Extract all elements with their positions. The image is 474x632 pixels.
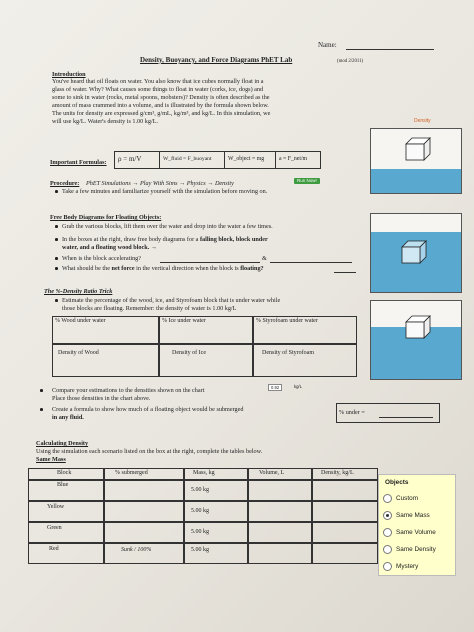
submerged-cell[interactable] bbox=[104, 522, 184, 543]
under-formula-box[interactable]: % under = bbox=[336, 403, 440, 423]
bullet-dot bbox=[55, 225, 58, 228]
fbd-bullet-1: Grab the various blocks, lift them over the water and drop into the water a few times. bbox=[62, 223, 273, 230]
table-row bbox=[28, 543, 378, 564]
fbd-bullet-3: When is the block accelerating? bbox=[62, 255, 142, 262]
ratio-heading: The %-Density Ratio Trick bbox=[44, 288, 113, 295]
procedure-path: PhET Simulations → Play With Sims → Physics → Density bbox=[86, 180, 234, 187]
radio-mystery[interactable]: Mystery bbox=[383, 562, 418, 571]
ratio-table-density-row bbox=[52, 344, 357, 377]
floating-block-icon bbox=[405, 315, 431, 339]
radio-custom[interactable]: Custom bbox=[383, 494, 418, 503]
submerged-cell[interactable] bbox=[104, 480, 184, 501]
bullet-dot bbox=[40, 389, 43, 392]
density-cell[interactable] bbox=[312, 522, 378, 543]
mass-cell: 5.00 kg bbox=[184, 543, 248, 564]
intro-line-3: some to sink in water (rocks, metal spoons, mobsters)? Density is often described as the bbox=[52, 94, 270, 101]
intro-line-2: glass of water. Why? What causes some things to float in water (corks, ice, dogs) and bbox=[52, 86, 264, 93]
table-row bbox=[28, 501, 378, 522]
bullet-dot bbox=[55, 238, 58, 241]
mass-cell: 5.00 kg bbox=[184, 501, 248, 522]
intro-line-6: will use kg/L. Water's density is 1.00 kg/L. bbox=[52, 118, 159, 125]
ice-density-cell[interactable]: Density of Ice bbox=[159, 344, 253, 377]
radio-button-icon[interactable] bbox=[383, 545, 392, 554]
radio-same-mass[interactable]: Same Mass bbox=[383, 511, 430, 520]
sim-tank-underwater bbox=[370, 213, 462, 293]
mass-cell: 5.00 kg bbox=[184, 522, 248, 543]
wood-density-cell[interactable]: Density of Wood bbox=[52, 344, 159, 377]
submerged-cell[interactable] bbox=[104, 501, 184, 522]
calc-subheading: Same Mass bbox=[36, 456, 66, 463]
ratio-bullet-2-cont: Place those densities in the chart above. bbox=[52, 395, 151, 402]
submerged-cell[interactable]: Sunk / 100% bbox=[104, 543, 184, 564]
radio-same-volume[interactable]: Same Volume bbox=[383, 528, 436, 537]
volume-cell[interactable] bbox=[248, 480, 312, 501]
mass-cell: 5.00 kg bbox=[184, 480, 248, 501]
bullet-dot bbox=[55, 299, 58, 302]
radio-selected-icon[interactable] bbox=[383, 511, 392, 520]
fbd-bullet-4: What should be the net force in the vertical direction when the block is floating? bbox=[62, 265, 264, 272]
intro-line-1: You've heard that oil floats on water. You also know that ice cubes normally float in a bbox=[52, 78, 264, 85]
procedure-bullet: Take a few minutes and familiarize yourself with the simulation before moving on. bbox=[62, 188, 268, 195]
density-cell[interactable] bbox=[312, 501, 378, 522]
ratio-bullet-3: Create a formula to show how much of a floating object would be submerged bbox=[52, 406, 244, 413]
radio-button-icon[interactable] bbox=[383, 494, 392, 503]
bullet-dot bbox=[55, 190, 58, 193]
procedure-label: Procedure: bbox=[50, 180, 80, 187]
intro-line-4: amount of mass crammed into a volume, and is illustrated by the formula shown below. bbox=[52, 102, 269, 109]
radio-same-density[interactable]: Same Density bbox=[383, 545, 436, 554]
calc-heading: Calculating Density bbox=[36, 440, 89, 447]
radio-button-icon[interactable] bbox=[383, 562, 392, 571]
block-name-cell: Blue bbox=[28, 480, 104, 501]
net-force-blank[interactable] bbox=[334, 272, 356, 273]
calc-instruction: Using the simulation each scenario listed on the box at the right, complete the tables below. bbox=[36, 448, 263, 455]
under-formula-blank[interactable] bbox=[379, 417, 433, 418]
volume-cell[interactable] bbox=[248, 501, 312, 522]
bullet-dot bbox=[55, 257, 58, 260]
col-volume: Volume, L bbox=[248, 468, 312, 480]
formula-density: ρ = m/V bbox=[114, 151, 160, 169]
revision-note: (mod 2/2011) bbox=[337, 59, 364, 64]
name-label: Name: bbox=[318, 41, 337, 49]
ratio-table-header-row bbox=[52, 316, 357, 344]
formulas-label: Important Formulas: bbox=[50, 159, 107, 166]
ice-under-cell[interactable]: % Ice under water bbox=[159, 316, 253, 344]
water bbox=[371, 169, 461, 193]
calc-table-header-row bbox=[28, 468, 378, 480]
formula-acceleration: a = F_net/m bbox=[275, 151, 321, 169]
volume-cell[interactable] bbox=[248, 522, 312, 543]
table-row bbox=[28, 480, 378, 501]
density-sim-label: Density bbox=[414, 118, 431, 124]
formula-weight: W_object = mg bbox=[224, 151, 276, 169]
intro-heading: Introduction bbox=[52, 71, 86, 78]
block-name-cell: Green bbox=[28, 522, 104, 543]
fbd-bullet-2-cont: water, and a floating wood block. → bbox=[62, 244, 157, 251]
fbd-bullet-2: In the boxes at the right, draw free body diagrams for a falling block, block under bbox=[62, 236, 268, 243]
accelerating-blank-2[interactable] bbox=[270, 262, 352, 263]
name-blank[interactable] bbox=[346, 49, 434, 50]
density-chart-unit: kg/L bbox=[294, 384, 302, 389]
wood-under-cell[interactable]: % Wood under water bbox=[52, 316, 159, 344]
density-cell[interactable] bbox=[312, 480, 378, 501]
sim-tank-falling bbox=[370, 128, 462, 194]
col-block: Block bbox=[28, 468, 104, 480]
radio-button-icon[interactable] bbox=[383, 528, 392, 537]
ratio-bullet-1: Estimate the percentage of the wood, ice, and Styrofoam block that is under water while bbox=[62, 297, 281, 304]
objects-title: Objects bbox=[385, 479, 409, 486]
objects-panel bbox=[378, 474, 456, 576]
bullet-dot bbox=[40, 408, 43, 411]
col-submerged: % submerged bbox=[104, 468, 184, 480]
sim-tank-floating bbox=[370, 300, 462, 380]
bullet-dot bbox=[55, 267, 58, 270]
block-name-cell: Yellow bbox=[28, 501, 104, 522]
fbd-heading: Free Body Diagrams for Floating Objects: bbox=[50, 214, 162, 221]
intro-line-5: The units for density are expressed g/cm³, g/mL, kg/m³, and kg/L. In this simulation, we bbox=[52, 110, 271, 117]
falling-block-icon bbox=[405, 137, 431, 161]
density-cell[interactable] bbox=[312, 543, 378, 564]
styrofoam-density-cell[interactable]: Density of Styrofoam bbox=[253, 344, 357, 377]
table-row bbox=[28, 522, 378, 543]
ampersand: & bbox=[262, 255, 267, 262]
worksheet-title: Density, Buoyancy, and Force Diagrams PhET Lab bbox=[140, 56, 293, 64]
styrofoam-under-cell[interactable]: % Styrofoam under water bbox=[253, 316, 357, 344]
accelerating-blank-1[interactable] bbox=[160, 262, 260, 263]
run-now-button[interactable]: Run Now! bbox=[294, 178, 320, 184]
ratio-bullet-2: Compare your estimations to the densities shown on the chart bbox=[52, 387, 205, 394]
col-mass: Mass, kg bbox=[184, 468, 248, 480]
density-chart-value: 0.92 bbox=[268, 384, 282, 391]
formula-buoyancy: W_fluid = F_buoyant bbox=[159, 151, 225, 169]
block-name-cell: Red bbox=[28, 543, 104, 564]
ratio-bullet-1-cont: those blocks are floating. Remember: the density of water is 1.00 kg/L bbox=[62, 305, 237, 312]
ratio-bullet-3-cont: in any fluid. bbox=[52, 414, 84, 421]
underwater-block-icon bbox=[401, 240, 427, 264]
col-density: Density, kg/L bbox=[312, 468, 378, 480]
volume-cell[interactable] bbox=[248, 543, 312, 564]
